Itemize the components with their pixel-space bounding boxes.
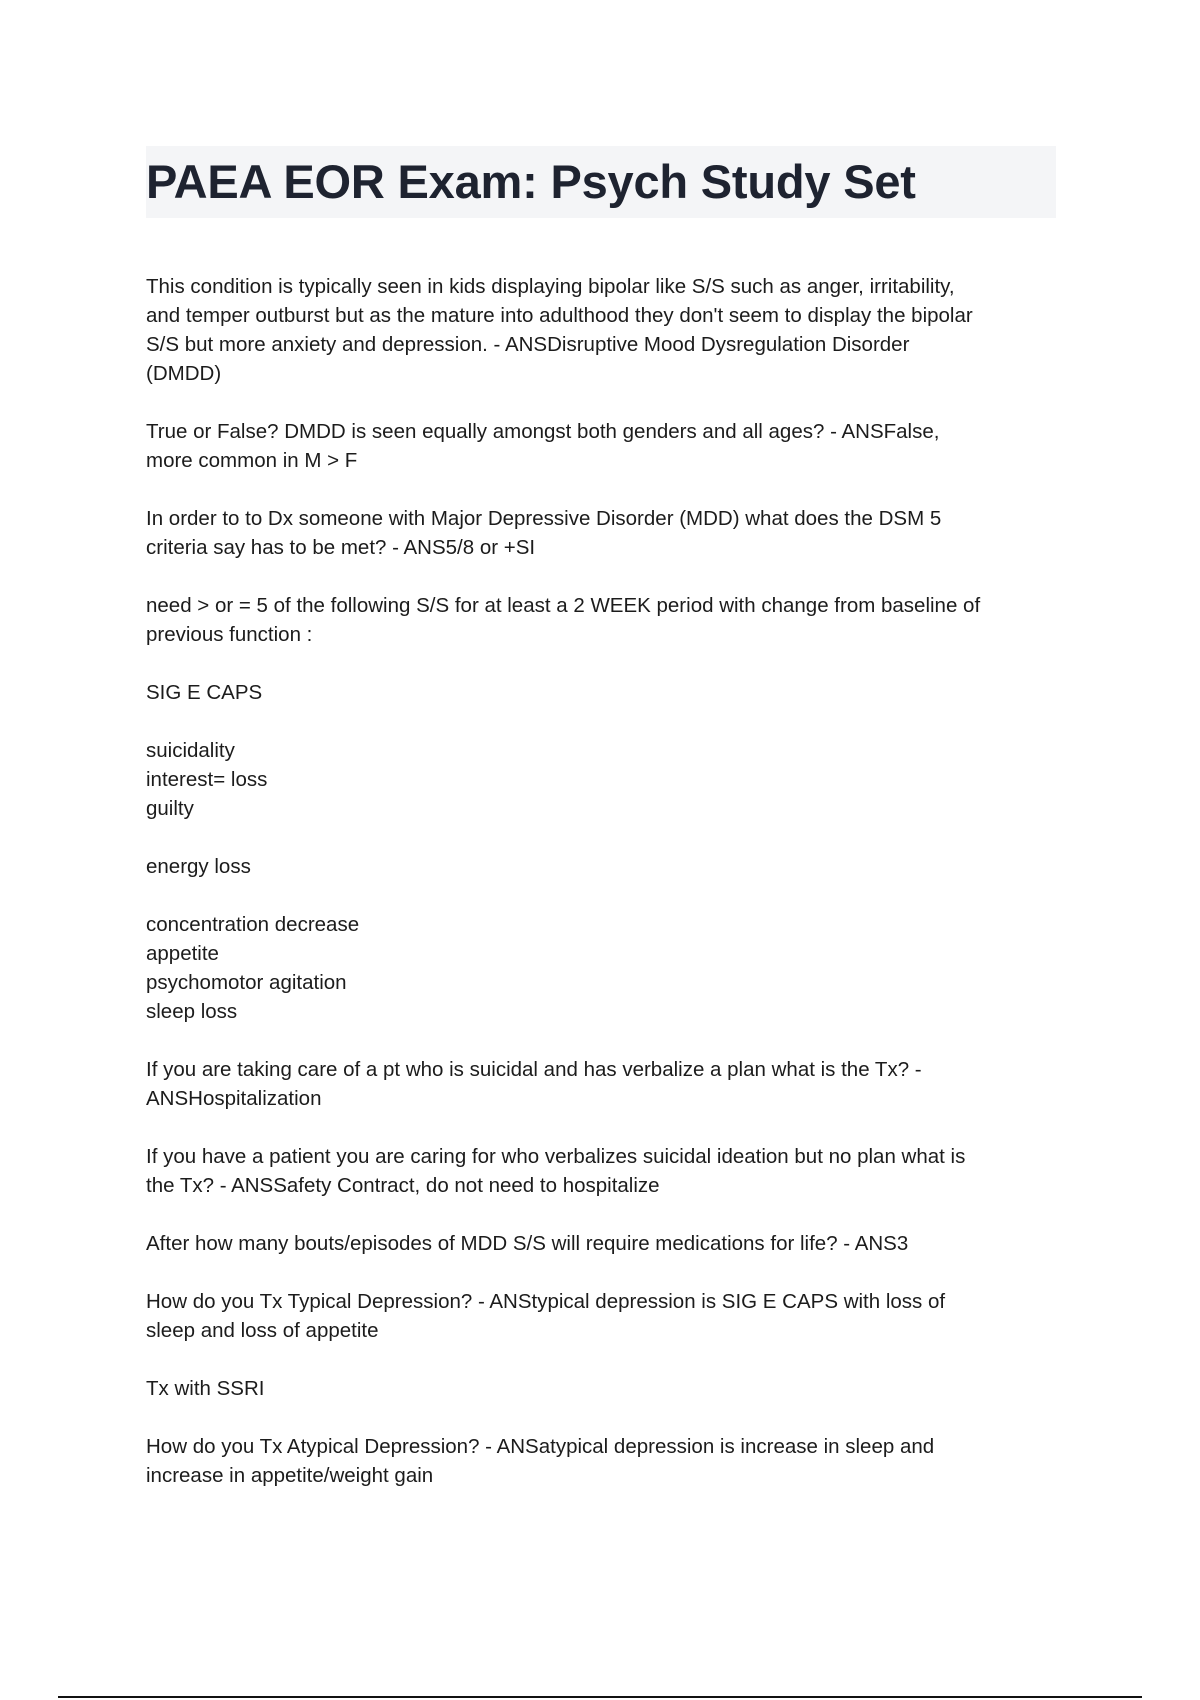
- document-body: [146, 272, 1066, 1519]
- paragraph: [146, 417, 1066, 475]
- document-title: PAEA EOR Exam: Psych Study Set: [146, 155, 916, 208]
- text-line: guilty: [146, 797, 194, 820]
- text-line: True or False? DMDD is seen equally amongst both genders and all ages? - ANSFalse,: [146, 420, 940, 443]
- text-line: appetite: [146, 942, 219, 965]
- text-line: and temper outburst but as the mature into adulthood they don't seem to display the bipolar: [146, 304, 973, 327]
- text-line: more common in M > F: [146, 449, 358, 472]
- paragraph: [146, 1432, 1066, 1490]
- text-line: interest= loss: [146, 768, 268, 791]
- text-line: sleep and loss of appetite: [146, 1319, 379, 1342]
- paragraph: [146, 1142, 1066, 1200]
- text-line: S/S but more anxiety and depression. - ANSDisruptive Mood Dysregulation Disorder: [146, 333, 910, 356]
- text-line: (DMDD): [146, 362, 222, 385]
- text-line: increase in appetite/weight gain: [146, 1464, 434, 1487]
- text-line: criteria say has to be met? - ANS5/8 or +SI: [146, 536, 536, 559]
- text-line: the Tx? - ANSSafety Contract, do not need to hospitalize: [146, 1174, 660, 1197]
- text-line: After how many bouts/episodes of MDD S/S will require medications for life? - ANS3: [146, 1232, 909, 1255]
- paragraph: [146, 910, 1066, 1026]
- paragraph: [146, 1374, 1066, 1403]
- text-line: SIG E CAPS: [146, 681, 263, 704]
- text-line: How do you Tx Atypical Depression? - ANSatypical depression is increase in sleep and: [146, 1435, 935, 1458]
- text-line: ANSHospitalization: [146, 1087, 322, 1110]
- paragraph: [146, 591, 1066, 649]
- paragraph: [146, 1287, 1066, 1345]
- text-line: If you have a patient you are caring for who verbalizes suicidal ideation but no plan what is: [146, 1145, 966, 1168]
- paragraph: [146, 1229, 1066, 1258]
- text-line: energy loss: [146, 855, 251, 878]
- paragraph: [146, 678, 1066, 707]
- text-line: This condition is typically seen in kids displaying bipolar like S/S such as anger, irritability,: [146, 275, 955, 298]
- text-line: suicidality: [146, 739, 235, 762]
- paragraph: [146, 852, 1066, 881]
- text-line: In order to to Dx someone with Major Depressive Disorder (MDD) what does the DSM 5: [146, 507, 942, 530]
- text-line: How do you Tx Typical Depression? - ANStypical depression is SIG E CAPS with loss of: [146, 1290, 946, 1313]
- text-line: previous function :: [146, 623, 313, 646]
- text-line: concentration decrease: [146, 913, 360, 936]
- paragraph: [146, 736, 1066, 823]
- text-line: If you are taking care of a pt who is suicidal and has verbalize a plan what is the Tx? -: [146, 1058, 922, 1081]
- paragraph: [146, 272, 1066, 388]
- text-line: need > or = 5 of the following S/S for at least a 2 WEEK period with change from baseline of: [146, 594, 981, 617]
- text-line: psychomotor agitation: [146, 971, 347, 994]
- paragraph: [146, 1055, 1066, 1113]
- text-line: sleep loss: [146, 1000, 238, 1023]
- bottom-divider: [58, 1696, 1142, 1698]
- text-line: Tx with SSRI: [146, 1377, 265, 1400]
- paragraph: [146, 504, 1066, 562]
